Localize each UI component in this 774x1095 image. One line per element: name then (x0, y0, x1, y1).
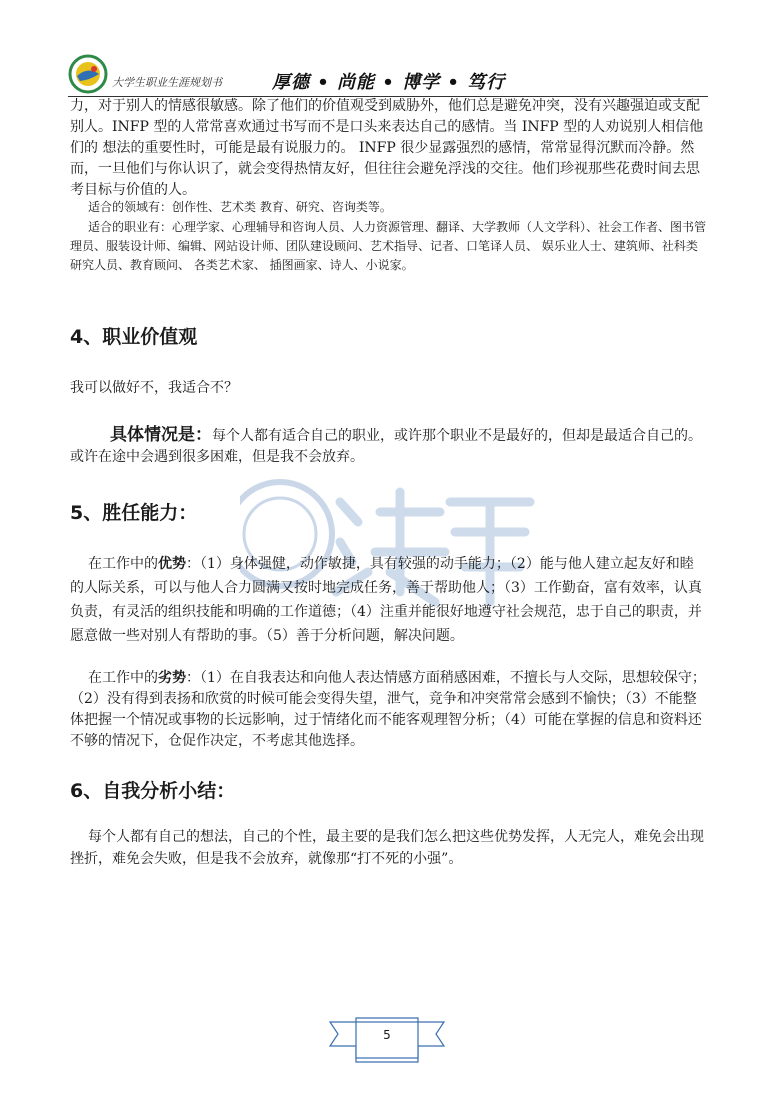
header-motto: 厚德 • 尚能 • 博学 • 笃行 (272, 72, 506, 93)
page-number: 5 (383, 1028, 391, 1042)
weakness-text: ：（1）在自我表达和向他人表达情感方面稍感困难，不擅长与人交际，思想较保守；（2）没有得到表扬和欣赏的时候可能会变得失望，泄气，竞争和冲突常常会感到不愉快；（3）不能整体把握一个情况或事物的长远影响，过于情绪化而不能客观理智分析；（4）可能在掌握的信息和资料还不够的情况下，仓促作决定，不考虑其他选择。 (70, 670, 706, 749)
strength-prefix: 在工作中的 (88, 556, 158, 572)
weakness-label: 劣势 (158, 670, 186, 686)
section-6-heading: 6、自我分析小结： (70, 780, 236, 802)
detail-label: 具体情况是： (110, 425, 212, 445)
page-header (68, 52, 708, 98)
section-4-question: 我可以做好不，我适合不？ (70, 380, 238, 396)
university-logo-icon (68, 54, 108, 94)
suitable-fields: 适合的领域有：创作性、艺术类 教育、研究、咨询类等。 (88, 200, 392, 214)
suitable-jobs: 适合的职业有：心理学家、心理辅导和咨询人员、人力资源管理、翻译、大学教师（人文学科）、社会工作者、图书管理员、服装设计师、编辑、网站设计师、团队建设顾问、艺术指导、记者、口笔译人员、 娱乐业人士、建筑师、社科类研究人员、教育顾问、 各类艺术家、 插图画家、诗人、小说家。 (70, 220, 707, 272)
page-number-frame-icon (326, 1014, 448, 1070)
section-5-heading: 5、胜任能力： (70, 502, 198, 524)
section-4-heading: 4、职业价值观 (70, 326, 198, 348)
strength-text: ：（1）身体强健，动作敏捷，具有较强的动手能力；（2）能与他人建立起友好和睦的人际关系，可以与他人合力圆满又按时地完成任务，善于帮助他人；（3）工作勤奋，富有效率，认真负责，有灵活的组织技能和明确的工作道德；（4）注重并能很好地遵守社会规范，忠于自己的职责，并愿意做一些对别人有帮助的事。（5）善于分析问题，解决问题。 (70, 556, 702, 644)
section-6-text: 每个人都有自己的想法，自己的个性，最主要的是我们怎么把这些优势发挥，人无完人，难免会出现挫折，难免会失败，但是我不会放弃，就像那“打不死的小强”。 (70, 829, 704, 867)
weakness-paragraph (70, 668, 706, 752)
intro-paragraph: 力，对于别人的情感很敏感。除了他们的价值观受到威胁外，他们总是避免冲突，没有兴趣强迫或支配别人。INFP 型的人常常喜欢通过书写而不是口头来表达自己的感情。当 INFP 型的人劝说别人相信他们的 想法的重要性时，可能是最有说服力的。 INFP 很少显露强烈的感情，常常显得沉默而冷静。然而，一旦他们与你认识了，就会变得热情友好，但往往会避免浮浅的交往。他们珍视那些花费时间去思考目标与价值的人。 (70, 98, 704, 198)
header-doc-title: 大学生职业生涯规划书 (112, 76, 222, 89)
page-number-box (326, 1014, 448, 1070)
strength-paragraph (70, 552, 706, 648)
weakness-prefix: 在工作中的 (88, 670, 158, 686)
section-4-detail (70, 425, 706, 468)
detail-text: 每个人都有适合自己的职业，或许那个职业不是最好的，但却是最适合自己的。或许在途中会遇到很多困难，但是我不会放弃。 (70, 428, 702, 465)
strength-label: 优势 (158, 556, 186, 572)
